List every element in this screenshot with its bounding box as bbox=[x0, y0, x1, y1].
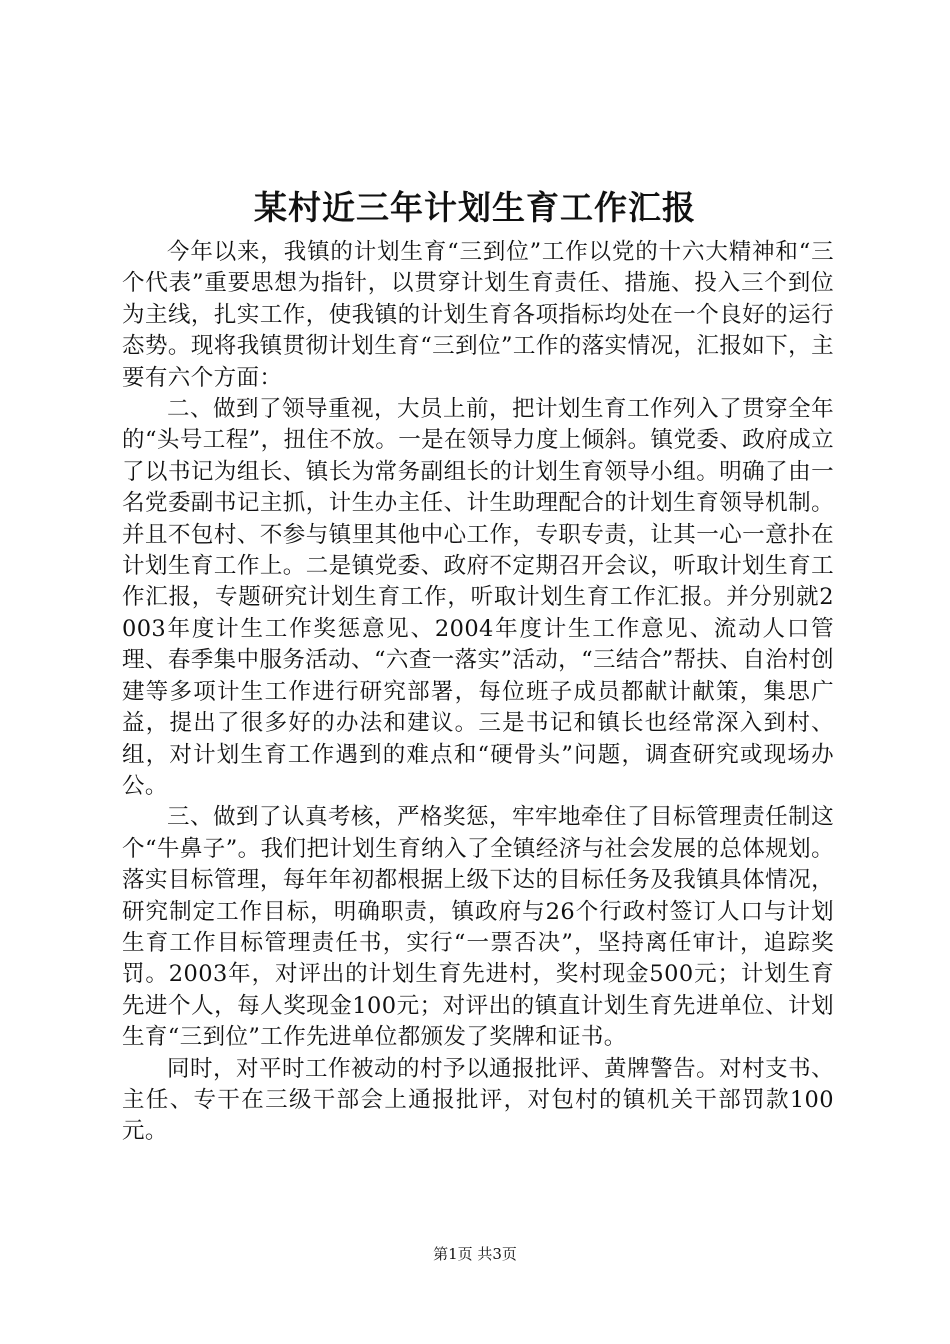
document-title: 某村近三年计划生育工作汇报 bbox=[254, 188, 696, 227]
page-footer: 第1页 共3页 bbox=[433, 1245, 517, 1263]
document-body bbox=[122, 237, 834, 1148]
paragraph-leadership: 二、做到了领导重视，大员上前，把计划生育工作列入了贯穿全年的“头号工程”，扭住不放。一是在领导力度上倾斜。镇党委、政府成立了以书记为组长、镇长为常务副组长的计划生育领导小组。明确了由一名党委副书记主抓，计生办主任、计生助理配合的计划生育领导机制。并且不包村、不参与镇里其他中心工作，专职专责，让其一心一意扑在计划生育工作上。二是镇党委、政府不定期召开会议，听取计划生育工作汇报，专题研究计划生育工作，听取计划生育工作汇报。并分别就2003年度计生工作奖惩意见、2004年度计生工作意见、流动人口管理、春季集中服务活动、“六查一落实”活动，“三结合”帮扶、自治村创建等多项计生工作进行研究部署，每位班子成员都献计献策，集思广益，提出了很多好的办法和建议。三是书记和镇长也经常深入到村、组，对计划生育工作遇到的难点和“硬骨头”问题，调查研究或现场办公。 bbox=[122, 396, 834, 799]
paragraph-intro: 今年以来，我镇的计划生育“三到位”工作以党的十六大精神和“三个代表”重要思想为指针，以贯穿计划生育责任、措施、投入三个到位为主线，扎实工作，使我镇的计划生育各项指标均处在一个良好的运行态势。现将我镇贯彻计划生育“三到位”工作的落实情况，汇报如下，主要有六个方面： bbox=[122, 239, 834, 391]
paragraph-assessment: 三、做到了认真考核，严格奖惩，牢牢地牵住了目标管理责任制这个“牛鼻子”。我们把计划生育纳入了全镇经济与社会发展的总体规划。落实目标管理，每年年初都根据上级下达的目标任务及我镇具体情况，研究制定工作目标，明确职责，镇政府与26个行政村签订人口与计划生育工作目标管理责任书，实行“一票否决”，坚持离任审计，追踪奖罚。2003年，对评出的计划生育先进村，奖村现金500元；计划生育先进个人，每人奖现金100元；对评出的镇直计划生育先进单位、计划生育“三到位”工作先进单位都颁发了奖牌和证书。 bbox=[122, 804, 834, 1051]
paragraph-criticism: 同时，对平时工作被动的村予以通报批评、黄牌警告。对村支书、主任、专干在三级干部会上通报批评，对包村的镇机关干部罚款100元。 bbox=[122, 1055, 834, 1145]
